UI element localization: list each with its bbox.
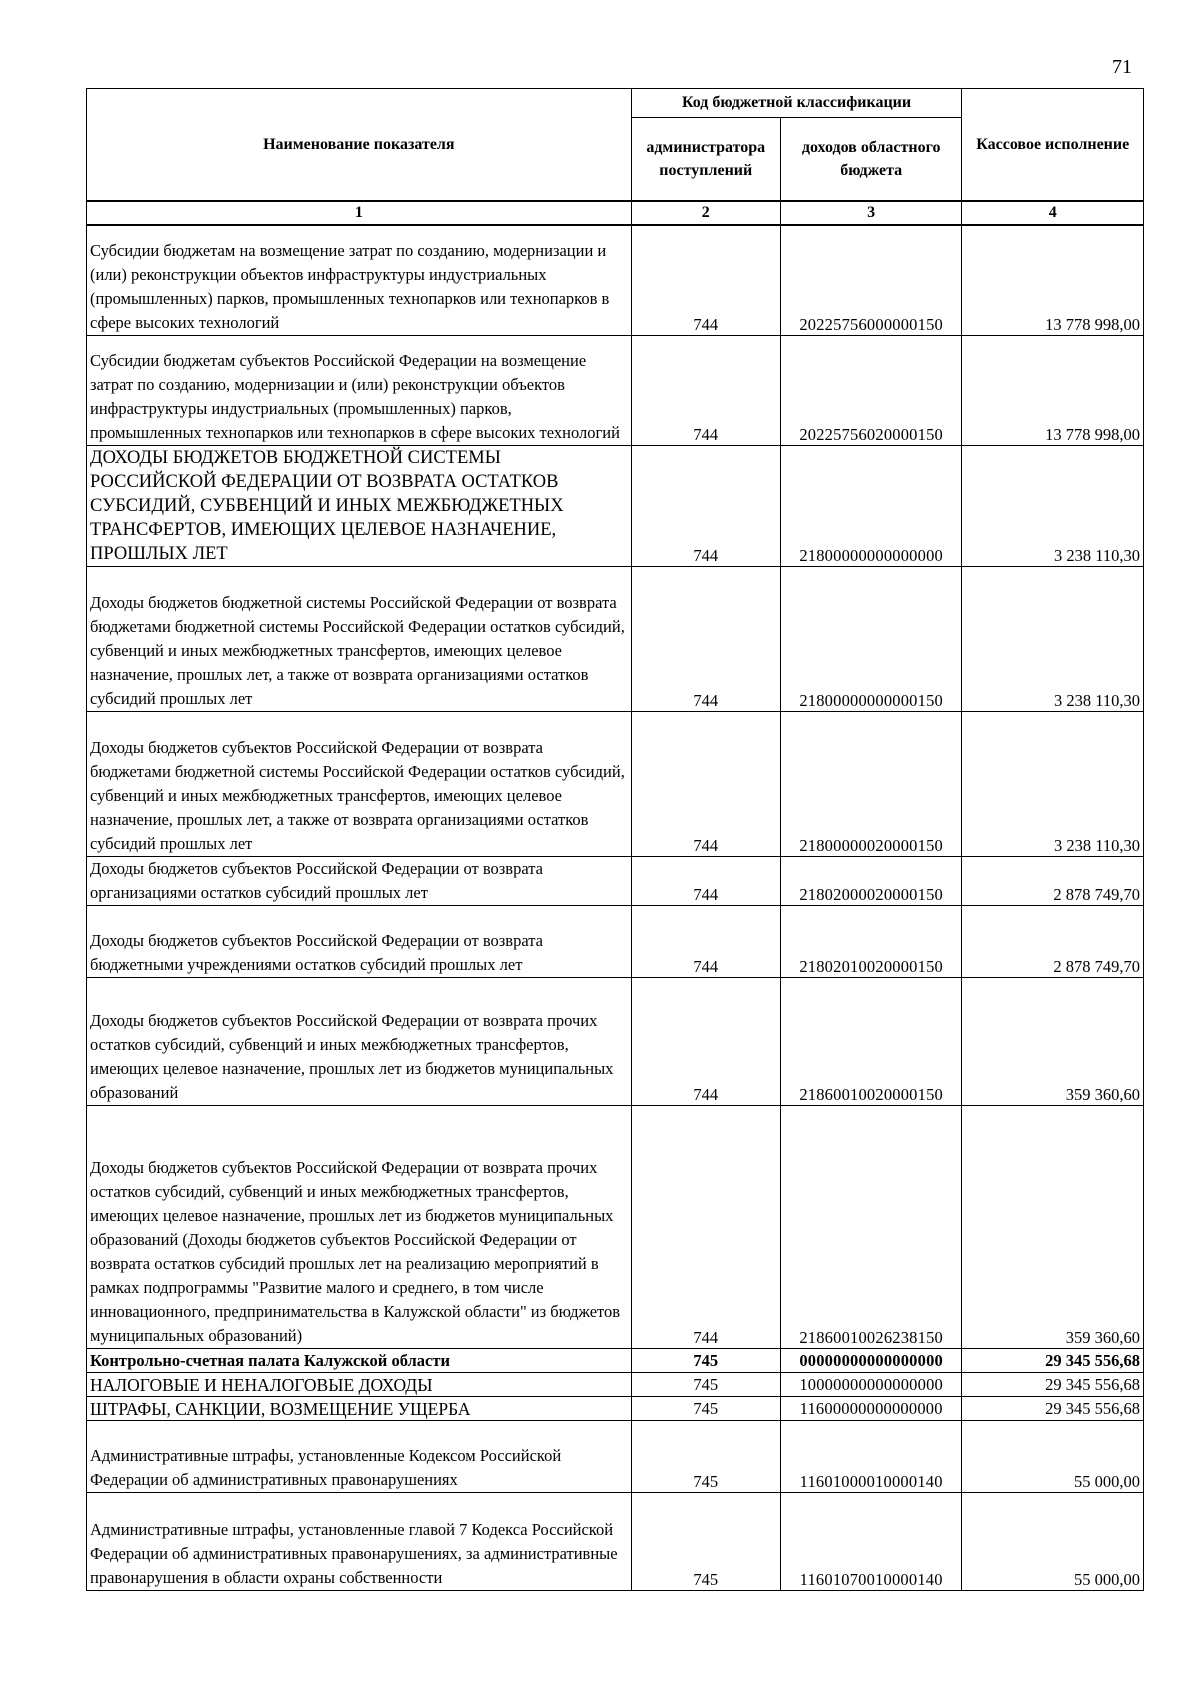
cash-execution: 359 360,60 (962, 977, 1144, 1105)
indicator-name: ШТРАФЫ, САНКЦИИ, ВОЗМЕЩЕНИЕ УЩЕРБА (87, 1396, 632, 1420)
page-number: 71 (1112, 56, 1132, 78)
table-row (87, 1105, 1144, 1348)
income-code: 21860010020000150 (780, 977, 962, 1105)
indicator-name: Доходы бюджетов субъектов Российской Федерации от возврата прочих остатков субсидий, субвенций и иных межбюджетных трансфертов, имеющих целевое назначение, прошлых лет из бюджетов муниципальных образований (Доходы бюджетов субъектов Российской Федерации от возврата остатков субсидий прошлых лет на реализацию мероприятий в рамках подпрограммы "Развитие малого и среднего, в том числе инновационного, предпринимательства в Калужской области" из бюджетов муниципальных образований) (87, 1105, 632, 1348)
income-code: 20225756000000150 (780, 225, 962, 335)
indicator-name: Доходы бюджетов бюджетной системы Российской Федерации от возврата бюджетами бюджетной системы Российской Федерации остатков субсидий, субвенций и иных межбюджетных трансфертов, имеющих целевое назначение, прошлых лет, а также от возврата организациями остатков субсидий прошлых лет (87, 566, 632, 711)
column-number: 1 (87, 201, 632, 225)
table-row (87, 225, 1144, 335)
table-row (87, 335, 1144, 445)
cash-execution: 3 238 110,30 (962, 566, 1144, 711)
admin-code: 744 (631, 335, 780, 445)
cash-execution: 3 238 110,30 (962, 445, 1144, 566)
cash-execution: 29 345 556,68 (962, 1348, 1144, 1372)
income-code: 21802000020000150 (780, 856, 962, 905)
income-code: 11601000010000140 (780, 1420, 962, 1492)
income-code: 21800000000000000 (780, 445, 962, 566)
income-code: 11601070010000140 (780, 1492, 962, 1590)
cash-execution: 2 878 749,70 (962, 905, 1144, 977)
cash-execution: 55 000,00 (962, 1492, 1144, 1590)
table-row (87, 977, 1144, 1105)
table-row (87, 856, 1144, 905)
cash-execution: 29 345 556,68 (962, 1396, 1144, 1420)
income-code: 21800000000000150 (780, 566, 962, 711)
admin-code: 745 (631, 1420, 780, 1492)
admin-code: 744 (631, 977, 780, 1105)
indicator-name: Доходы бюджетов субъектов Российской Федерации от возврата бюджетными учреждениями остатков субсидий прошлых лет (87, 905, 632, 977)
table-row (87, 1372, 1144, 1396)
header-indicator-name: Наименование показателя (87, 89, 632, 202)
column-numbers-row (87, 201, 1144, 225)
indicator-name: Административные штрафы, установленные Кодексом Российской Федерации об административных правонарушениях (87, 1420, 632, 1492)
indicator-name: Доходы бюджетов субъектов Российской Федерации от возврата организациями остатков субсидий прошлых лет (87, 856, 632, 905)
table-row (87, 1396, 1144, 1420)
table-row (87, 1348, 1144, 1372)
income-code: 21860010026238150 (780, 1105, 962, 1348)
table-row (87, 1420, 1144, 1492)
budget-table (86, 88, 1144, 1591)
indicator-name: Доходы бюджетов субъектов Российской Федерации от возврата бюджетами бюджетной системы Российской Федерации остатков субсидий, субвенций и иных межбюджетных трансфертов, имеющих целевое назначение, прошлых лет, а также от возврата организациями остатков субсидий прошлых лет (87, 711, 632, 856)
column-number: 4 (962, 201, 1144, 225)
income-code: 20225756020000150 (780, 335, 962, 445)
cash-execution: 13 778 998,00 (962, 225, 1144, 335)
indicator-name: Контрольно-счетная палата Калужской области (87, 1348, 632, 1372)
admin-code: 745 (631, 1372, 780, 1396)
cash-execution: 13 778 998,00 (962, 335, 1144, 445)
admin-code: 744 (631, 905, 780, 977)
admin-code: 745 (631, 1348, 780, 1372)
admin-code: 744 (631, 711, 780, 856)
table-row (87, 445, 1144, 566)
cash-execution: 3 238 110,30 (962, 711, 1144, 856)
column-number: 3 (780, 201, 962, 225)
indicator-name: ДОХОДЫ БЮДЖЕТОВ БЮДЖЕТНОЙ СИСТЕМЫ РОССИЙСКОЙ ФЕДЕРАЦИИ ОТ ВОЗВРАТА ОСТАТКОВ СУБСИДИЙ, СУБВЕНЦИЙ И ИНЫХ МЕЖБЮДЖЕТНЫХ ТРАНСФЕРТОВ, ИМЕЮЩИХ ЦЕЛЕВОЕ НАЗНАЧЕНИЕ, ПРОШЛЫХ ЛЕТ (87, 445, 632, 566)
admin-code: 745 (631, 1492, 780, 1590)
header-cash-execution: Кассовое исполнение (962, 89, 1144, 202)
indicator-name: Доходы бюджетов субъектов Российской Федерации от возврата прочих остатков субсидий, субвенций и иных межбюджетных трансфертов, имеющих целевое назначение, прошлых лет из бюджетов муниципальных образований (87, 977, 632, 1105)
indicator-name: Субсидии бюджетам субъектов Российской Федерации на возмещение затрат по созданию, модернизации и (или) реконструкции объектов инфраструктуры индустриальных (промышленных) парков, промышленных технопарков или технопарков в сфере высоких технологий (87, 335, 632, 445)
indicator-name: НАЛОГОВЫЕ И НЕНАЛОГОВЫЕ ДОХОДЫ (87, 1372, 632, 1396)
cash-execution: 2 878 749,70 (962, 856, 1144, 905)
income-code: 21800000020000150 (780, 711, 962, 856)
header-admin-code: администратора поступлений (631, 118, 780, 202)
table-row (87, 905, 1144, 977)
admin-code: 745 (631, 1396, 780, 1420)
income-code: 10000000000000000 (780, 1372, 962, 1396)
admin-code: 744 (631, 445, 780, 566)
cash-execution: 55 000,00 (962, 1420, 1144, 1492)
admin-code: 744 (631, 1105, 780, 1348)
header-classification-code: Код бюджетной классификации (631, 89, 962, 118)
table-row (87, 711, 1144, 856)
admin-code: 744 (631, 225, 780, 335)
column-number: 2 (631, 201, 780, 225)
table-row (87, 566, 1144, 711)
income-code: 21802010020000150 (780, 905, 962, 977)
table-row (87, 1492, 1144, 1590)
cash-execution: 359 360,60 (962, 1105, 1144, 1348)
admin-code: 744 (631, 856, 780, 905)
indicator-name: Административные штрафы, установленные главой 7 Кодекса Российской Федерации об административных правонарушениях, за административные правонарушения в области охраны собственности (87, 1492, 632, 1590)
income-code: 11600000000000000 (780, 1396, 962, 1420)
indicator-name: Субсидии бюджетам на возмещение затрат по созданию, модернизации и (или) реконструкции объектов инфраструктуры индустриальных (промышленных) парков, промышленных технопарков или технопарков в сфере высоких технологий (87, 225, 632, 335)
income-code: 00000000000000000 (780, 1348, 962, 1372)
cash-execution: 29 345 556,68 (962, 1372, 1144, 1396)
admin-code: 744 (631, 566, 780, 711)
header-income-code: доходов областного бюджета (780, 118, 962, 202)
